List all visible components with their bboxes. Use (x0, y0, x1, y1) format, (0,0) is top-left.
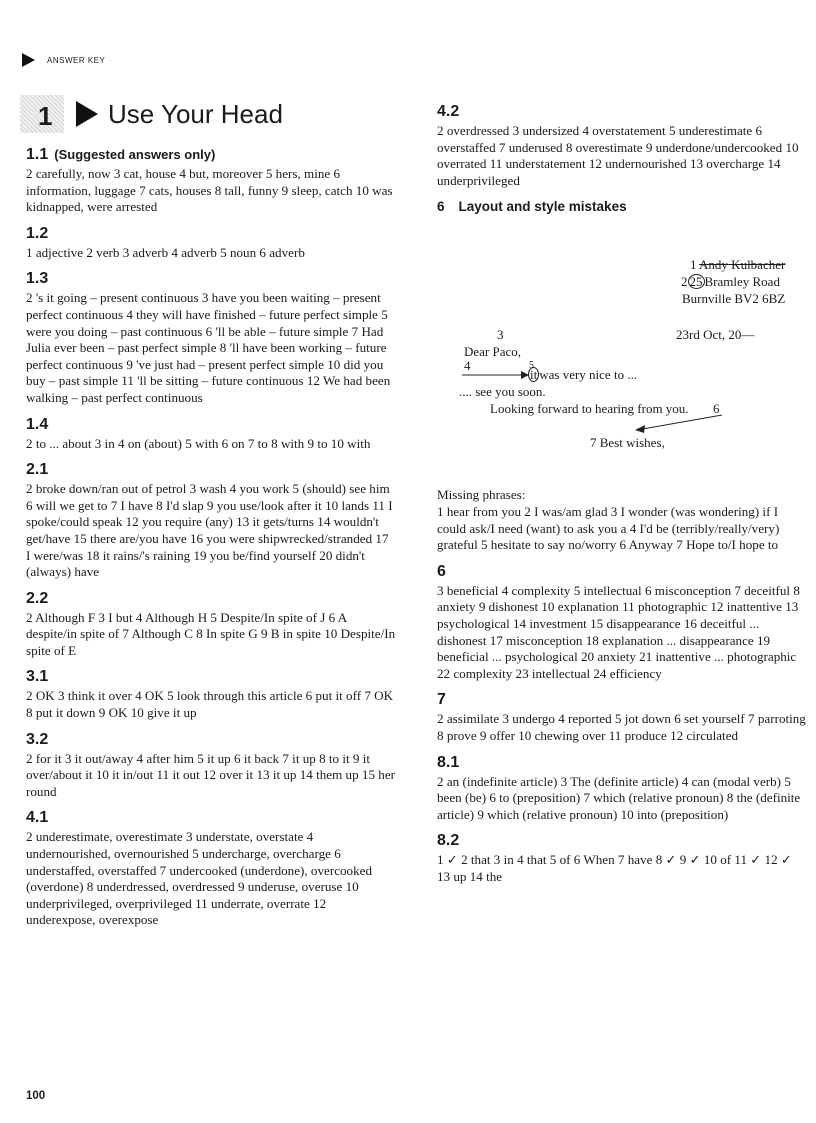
answer-text: 2 overdressed 3 undersized 4 overstatement 5 underestimate 6 overstaffed 7 underused 8 overestimate 9 underdone/undercooked 10 overrated 11 understatement 12 undernourished 13 overcharge 14 underprivileged (437, 123, 799, 188)
play-triangle-icon (76, 101, 98, 127)
left-column (26, 145, 396, 937)
answer-text: 2 's it going – present continuous 3 have you been waiting – present perfect continuous 4 they will have finished – future perfect simple 5 were you doing – past continuous 6 'll be able – future simple 7 Had Julia ever been – past perfect simple 8 'll have been working – future perfect continuous 9 've just had – present perfect simple 10 did you buy – past simple 11 'll be sitting – future continuous 12 We had been walking – past perfect continuous (26, 290, 391, 405)
section-8-1 (437, 753, 807, 824)
answer-text: 2 for it 3 it out/away 4 after him 5 it up 6 it back 7 it up 8 to it 9 it over/about it 10 it in/out 11 it out 12 over it 13 it up 14 them up 15 her round (26, 750, 396, 799)
section-layout-mistakes (437, 197, 807, 553)
arrow-head-icon (521, 371, 529, 379)
letter-mark-6: 6 (713, 401, 720, 417)
answer-text: 2 an (indefinite article) 3 The (definite article) 4 can (modal verb) 5 been (be) 6 to (preposition) 7 which (relative pronoun) 8 the (definite article) 9 which (relative pronoun) 10 into (preposition) (437, 773, 801, 822)
letter-body-line-2: .... see you soon. (459, 384, 546, 400)
section-2-2 (26, 589, 396, 660)
section-heading: 6 (437, 562, 446, 580)
letter-body-line: it was very nice to ... (530, 367, 638, 383)
chapter-number: 1 (38, 101, 53, 131)
letter-date: 23rd Oct, 20— (676, 327, 755, 343)
section-8-2 (437, 831, 807, 885)
section-heading: 8.1 (437, 753, 460, 771)
letter-body-line-3: Looking forward to hearing from you. (490, 401, 689, 417)
answer-text: 3 beneficial 4 complexity 5 intellectual 6 misconception 7 deceitful 8 anxiety 9 dishonest 10 explanation 11 photographic 12 inattentive 13 psychological 14 investment 15 disappearance 16 deceitful ... dishonest 17 misconception 18 explanation ... disappearance 19 beneficial ... psychological 20 anxiety 21 inattentive ... photographic 22 complexity 23 intellectual 24 efficiency (437, 582, 800, 681)
section-heading: 1.1 (Suggested answers only) (26, 146, 216, 163)
page-number: 100 (26, 1090, 46, 1102)
answer-text: 2 carefully, now 3 cat, house 4 but, moreover 5 hers, mine 6 information, luggage 7 cats, houses 8 tall, funny 9 sleep, catch 10 was kidnapped, were arrested (26, 166, 393, 215)
section-heading: 7 (437, 691, 446, 709)
letter-mark-5: 5 (529, 360, 534, 372)
section-heading: 1.4 (26, 415, 49, 433)
play-triangle-icon (22, 53, 35, 67)
section-3-1 (26, 667, 396, 721)
section-heading: 2.1 (26, 461, 49, 479)
section-heading: 6 Layout and style mistakes (437, 199, 627, 215)
section-2-1 (26, 460, 396, 581)
section-heading: 1.2 (26, 224, 49, 242)
section-1-4 (26, 415, 396, 453)
right-column (437, 102, 807, 893)
section-6 (437, 562, 807, 683)
letter-mark-4: 4 (464, 358, 471, 374)
letter-sender-line: 1 Andy Kulbacher (690, 257, 786, 273)
answer-text: 2 Although F 3 I but 4 Although H 5 Despite/In spite of J 6 A despite/in spite of 7 Although C 8 In spite G 9 B in spite 10 Despite/In spite of E (26, 609, 396, 658)
section-4-1 (26, 808, 396, 929)
section-heading: 2.2 (26, 589, 49, 607)
running-head (22, 53, 105, 67)
section-7 (437, 690, 807, 744)
chapter-number-box (20, 95, 64, 133)
section-1-2 (26, 224, 396, 262)
arrow-curve (637, 415, 722, 430)
chapter-title: Use Your Head (108, 98, 283, 129)
answer-text: 2 broke down/ran out of petrol 3 wash 4 you work 5 (should) see him 6 will we get to 7 I have 8 I'd slap 9 you use/look after it 10 lands 11 I spoke/could speak 12 you require (any) 13 it gets/turns 14 wouldn't get/have 15 there are/you have 16 you were shipwrecked/stranded 17 I were/was 18 it rains/'s raining 19 you be/find yourself 20 didn't (always) have (26, 481, 393, 580)
answer-text: 1 ✓ 2 that 3 in 4 that 5 of 6 When 7 have 8 ✓ 9 ✓ 10 of 11 ✓ 12 ✓ 13 up 14 the (437, 852, 792, 884)
answer-text: 2 to ... about 3 in 4 on (about) 5 with 6 on 7 to 8 with 9 to 10 with (26, 435, 371, 451)
letter-mark-3: 3 (497, 327, 504, 343)
section-heading: 1.3 (26, 270, 49, 288)
section-3-2 (26, 730, 396, 801)
answer-text: 1 adjective 2 verb 3 adverb 4 adverb 5 noun 6 adverb (26, 244, 305, 260)
running-head-label: ANSWER KEY (47, 55, 106, 65)
correction-marks (437, 227, 807, 475)
section-heading: 4.1 (26, 809, 49, 827)
section-1-1 (26, 145, 396, 216)
answer-text: 2 OK 3 think it over 4 OK 5 look through this article 6 put it off 7 OK 8 put it down 9 OK 10 give it up (26, 688, 394, 721)
missing-phrases-label: Missing phrases: (437, 487, 526, 503)
chapter-header (20, 94, 283, 134)
letter-salutation: Dear Paco, (464, 344, 522, 360)
letter-sample (437, 227, 807, 475)
section-heading: 8.2 (437, 832, 460, 850)
section-heading: 3.2 (26, 730, 49, 748)
letter-address-line: 2 25 Bramley Road (681, 274, 780, 290)
answer-text: 2 assimilate 3 undergo 4 reported 5 jot down 6 set yourself 7 parroting 8 prove 9 offer 10 chewing over 11 produce 12 circulated (437, 711, 806, 743)
answer-text: 1 hear from you 2 I was/am glad 3 I wonder (was wondering) if I could ask/I need (want) to ask you a 4 I'd be (terribly/really/very) grateful 5 hesitate to say no/worry 6 Anyway 7 Hope to/I hope to (437, 503, 780, 553)
section-4-2 (437, 102, 807, 189)
letter-closing: 7 Best wishes, (590, 435, 665, 451)
letter-address-town: Burnville BV2 6BZ (682, 291, 786, 307)
answer-text: 2 underestimate, overestimate 3 understate, overstate 4 undernourished, overnourished 5 undercharge, overcharge 6 understaffed, overstaffed 7 undercooked (underdone), overcooked (overdone) 8 underdressed, overdressed 9 underuse, overuse 10 underprivileged, overprivileged 11 underrate, overrate 12 underexpose, overexpose (26, 829, 372, 928)
section-1-3 (26, 269, 396, 406)
section-heading: 4.2 (437, 103, 460, 120)
section-heading: 3.1 (26, 668, 49, 686)
arrow-head-icon (635, 425, 645, 433)
